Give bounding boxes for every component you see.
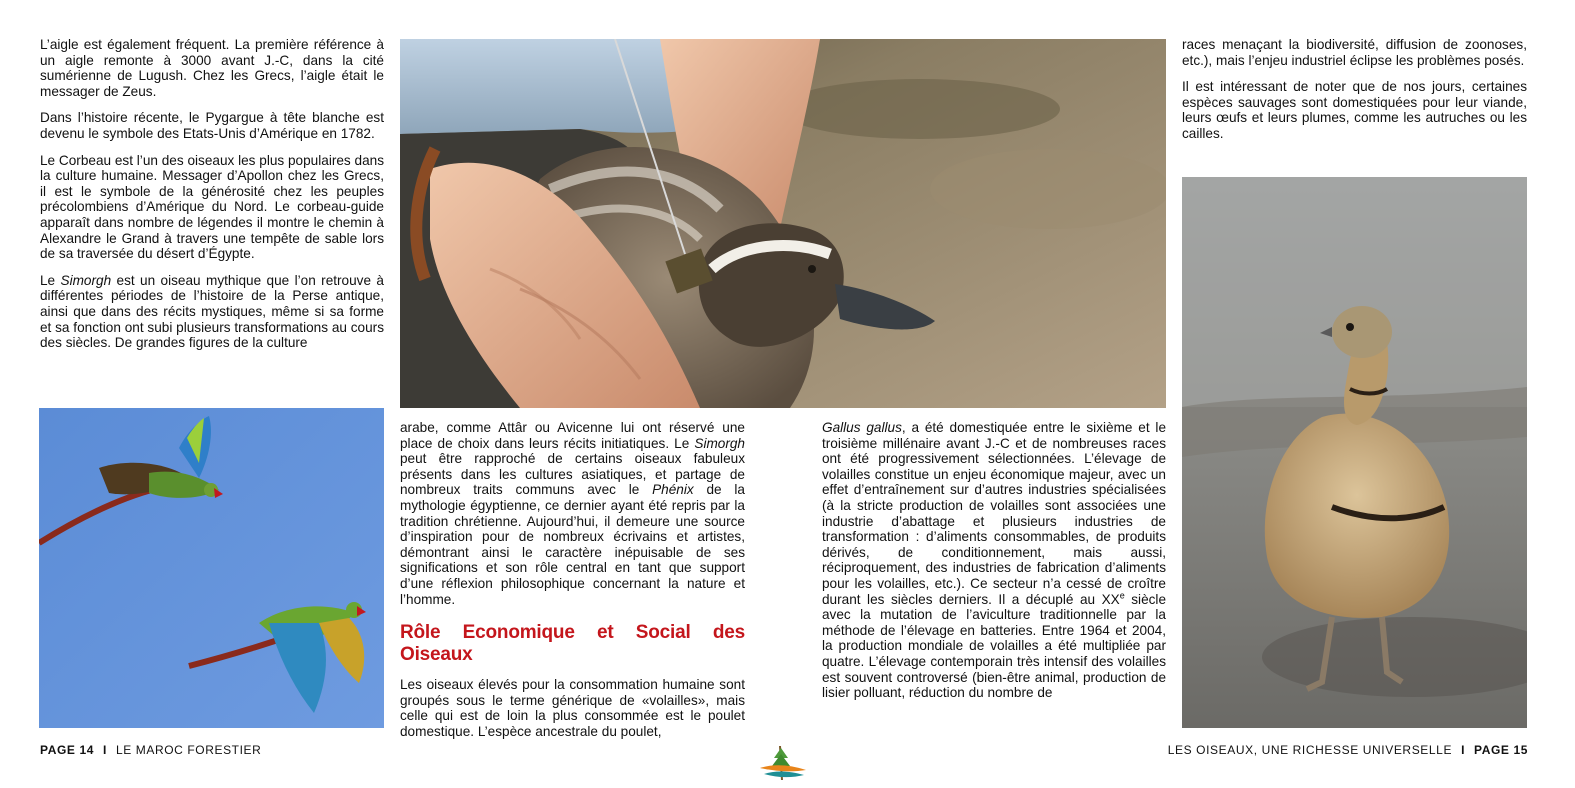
paragraph: Le Corbeau est l’un des oiseaux les plus populaires dans la culture humaine. Messager d’Apollon chez les Grecs, il est le symbole de la générosité chez les peuples précolombiens d’Amérique du Nord. Le corbeau-guide apparaît dans nombre de légendes il montre le chemin à Alexandre le Grand à travers une tempête de sable lors de sa traversée du désert d’Égypte. xyxy=(40,152,384,262)
publication-logo-icon xyxy=(758,744,808,782)
duck-in-hands-photo xyxy=(400,39,1166,408)
page-number-left: PAGE 14 xyxy=(40,743,94,757)
italic-term: Simorgh xyxy=(60,272,112,288)
section-heading: Rôle Economique et Social des Oiseaux xyxy=(400,622,745,666)
macaws-in-flight-photo xyxy=(39,408,384,728)
text-run: est un oiseau mythique que l’on retrouve à différentes périodes de l’histoire de la Perse antique, ainsi que dans des récits mystiques, même si sa forme et sa fonction ont subi plusieurs transformations au cours des siècles. De grandes figures de la culture xyxy=(40,272,384,351)
text-column-3 xyxy=(822,420,1166,701)
footer-separator: I xyxy=(1461,743,1465,757)
footer-right xyxy=(1168,743,1528,757)
italic-term: Gallus gallus xyxy=(822,420,902,435)
paragraph: races menaçant la biodiversité, diffusion de zoonoses, etc.), mais l’enjeu industriel éclipse les problèmes posés. xyxy=(1182,37,1527,68)
publication-title: LE MAROC FORESTIER xyxy=(115,743,262,757)
paragraph: Il est intéressant de noter que de nos jours, certaines espèces sauvages sont domestiquées pour leur viande, leurs œufs et leurs plumes, comme les autruches ou les cailles. xyxy=(1182,79,1527,141)
text-run: de la mythologie égyptienne, ce dernier ayant été repris par la tradition chrétienne. Aujourd’hui, il demeure une source d’inspiration pour de nombreux écrivains et artistes, démontrant ainsi le caractère inépuisable de ses significations et son rôle central en tant que support d’une réflexion philosophique concernant la nature et l’homme. xyxy=(400,482,745,607)
paragraph: Dans l’histoire récente, le Pygargue à tête blanche est devenu le symbole des Etats-Unis d’Amérique en 1782. xyxy=(40,110,384,141)
text-column-1 xyxy=(40,37,384,351)
footer-separator: I xyxy=(103,743,107,757)
paragraph xyxy=(822,420,1166,701)
footer-left xyxy=(40,743,261,757)
chapter-title: LES OISEAUX, UNE RICHESSE UNIVERSELLE xyxy=(1167,743,1453,757)
paragraph xyxy=(40,273,384,351)
text-run: , a été domestiquée entre le sixième et le troisième millénaire avant J.-C et de nombreuses races ont été progressivement sélectionnées. L’élevage de volailles constitue un enjeu économique majeur, avec un effet d’entraînement sur d’autres industries spécialisées (à la stricte production de volailles sont associées une industrie d’abattage et plusieurs industries de transformation : d’aliments consommables, de produits dérivés, de conditionnement, mais aussi, réciproquement, des industries de fabrication d’aliments pour les volailles, etc.). Ce secteur n’a cessé de croître durant les siècles derniers. Il a décuplé au XX xyxy=(822,420,1166,607)
sandgrouse-photo xyxy=(1182,177,1527,728)
paragraph: L’aigle est également fréquent. La première référence à un aigle remonte à 3000 avant J.-C, dans la cité sumérienne de Lugush. Chez les Grecs, l’aigle était le messager de Zeus. xyxy=(40,37,384,99)
text-run: peut être rapproché de certains oiseaux fabuleux présents dans les cultures asiatiques, et partage de nombreux traits communs avec le xyxy=(400,451,745,498)
text-column-4 xyxy=(1182,37,1527,142)
text-run: arabe, comme Attâr ou Avicenne lui ont réservé une place de choix dans leurs récits initiatiques. Le xyxy=(400,420,745,451)
italic-term: Simorgh xyxy=(694,435,745,451)
superscript: e xyxy=(1119,590,1125,600)
italic-term: Phénix xyxy=(652,482,694,498)
text-column-2 xyxy=(400,420,745,740)
text-run: Le xyxy=(40,272,61,288)
text-run: siècle avec la mutation de l’aviculture traditionnelle par la méthode de l’élevage en batteries. Entre 1964 et 2004, la production mondiale de volailles a été multipliée par quatre. L’élevage contemporain très intensif des volailles est souvent controversé (bien-être animal, production de lisier polluant, réduction du nombre de xyxy=(822,591,1167,701)
paragraph xyxy=(400,420,745,607)
page-number-right: PAGE 15 xyxy=(1474,743,1528,757)
paragraph: Les oiseaux élevés pour la consommation humaine sont groupés sous le terme générique de «volailles», mais celle qui est de loin la plus consommée est le poulet domestique. L’espèce ancestrale du poulet, xyxy=(400,677,745,739)
